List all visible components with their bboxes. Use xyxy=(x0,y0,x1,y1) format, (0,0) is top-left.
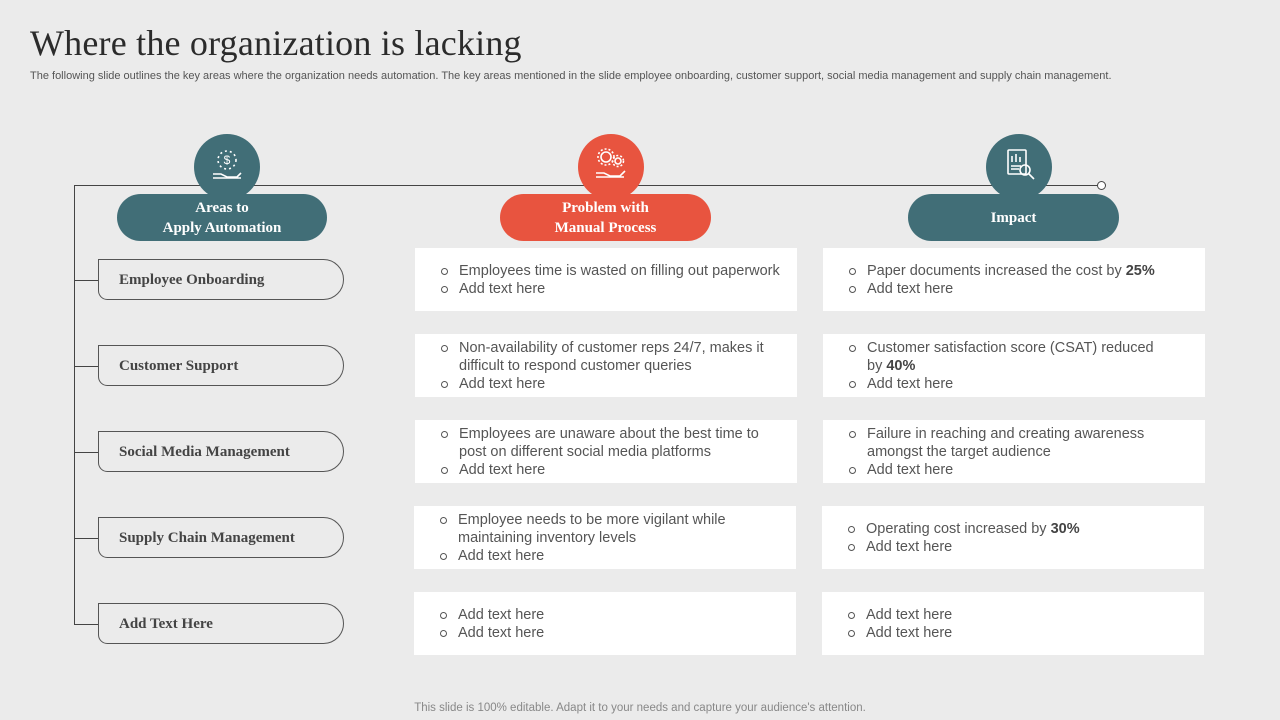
page-subtitle: The following slide outlines the key areas where the organization needs automation. The key areas mentioned in the slide employee onboarding, customer support, social media management and supply chain management. xyxy=(30,70,1112,82)
bullet-text: Add text here xyxy=(867,461,954,478)
impact-bullet xyxy=(867,262,1205,280)
bullet-text: Employees time is wasted on filling out paperwork xyxy=(459,262,780,279)
problem-card xyxy=(415,334,797,397)
tree-branch xyxy=(74,280,98,281)
header-impact: Impact xyxy=(908,194,1119,241)
connector-end-dot xyxy=(1097,181,1106,190)
area-label-text: Add Text Here xyxy=(119,616,213,632)
problem-card xyxy=(414,592,796,655)
problem-card xyxy=(415,420,797,483)
area-label xyxy=(98,431,344,472)
problem-bullet xyxy=(459,280,797,298)
impact-bullet xyxy=(866,624,1204,642)
bullet-text: Operating cost increased by xyxy=(866,520,1051,537)
bullet-text: Add text here xyxy=(458,547,545,564)
bullet-text: Add text here xyxy=(867,280,954,297)
bullet-text: Add text here xyxy=(459,375,546,392)
area-label xyxy=(98,345,344,386)
impact-card xyxy=(823,248,1205,311)
problem-bullet xyxy=(458,547,796,565)
area-label-text: Employee Onboarding xyxy=(119,272,265,288)
bullet-text: Paper documents increased the cost by xyxy=(867,262,1126,279)
area-label xyxy=(98,259,344,300)
bullet-text: Customer satisfaction score (CSAT) reduced by xyxy=(867,339,1154,374)
impact-card xyxy=(823,334,1205,397)
problem-bullet xyxy=(459,262,797,280)
impact-bullet xyxy=(867,425,1167,461)
header-icon-problem xyxy=(578,134,644,200)
bullet-text: Non-availability of customer reps 24/7, makes it difficult to respond customer queries xyxy=(459,339,764,374)
svg-text:$: $ xyxy=(223,153,231,167)
bullet-text: Add text here xyxy=(459,461,546,478)
tree-branch xyxy=(74,624,98,625)
problem-card xyxy=(415,248,797,311)
problem-bullet xyxy=(459,375,797,393)
impact-bullet xyxy=(867,461,1205,479)
impact-card xyxy=(822,506,1204,569)
report-magnifier-icon xyxy=(999,144,1039,184)
gears-hand-icon xyxy=(591,144,631,184)
area-label-text: Supply Chain Management xyxy=(119,530,295,546)
impact-bullet xyxy=(866,606,1204,624)
tree-branch xyxy=(74,452,98,453)
problem-bullet xyxy=(458,606,796,624)
impact-bullet xyxy=(867,280,1205,298)
problem-bullet xyxy=(459,425,759,461)
bullet-text: Add text here xyxy=(866,624,953,641)
bullet-text: Add text here xyxy=(867,375,954,392)
header-areas: Areas to Apply Automation xyxy=(117,194,327,241)
area-label-text: Social Media Management xyxy=(119,444,290,460)
area-label xyxy=(98,603,344,644)
tree-branch xyxy=(74,366,98,367)
footer-note: This slide is 100% editable. Adapt it to your needs and capture your audience's attention. xyxy=(414,702,866,714)
bullet-text: Add text here xyxy=(458,606,545,623)
header-problem: Problem with Manual Process xyxy=(500,194,711,241)
bullet-highlight: 40% xyxy=(886,357,916,374)
problem-card xyxy=(414,506,796,569)
tree-vertical-line xyxy=(74,185,75,625)
problem-bullet xyxy=(459,461,797,479)
header-icon-areas xyxy=(194,134,260,200)
bullet-highlight: 25% xyxy=(1125,262,1155,279)
page-title: Where the organization is lacking xyxy=(30,23,522,63)
bullet-text: Add text here xyxy=(866,538,953,555)
bullet-text: Add text here xyxy=(458,624,545,641)
bullet-highlight: 30% xyxy=(1050,520,1080,537)
bullet-text: Employee needs to be more vigilant while maintaining inventory levels xyxy=(458,511,726,546)
area-label-text: Customer Support xyxy=(119,358,239,374)
problem-bullet xyxy=(458,511,758,547)
impact-bullet xyxy=(866,520,1204,538)
impact-bullet xyxy=(867,339,1167,375)
impact-card xyxy=(822,592,1204,655)
bullet-text: Failure in reaching and creating awareness amongst the target audience xyxy=(867,425,1145,460)
area-label xyxy=(98,517,344,558)
bullet-text: Add text here xyxy=(459,280,546,297)
bullet-text: Employees are unaware about the best time to post on different social media platforms xyxy=(459,425,759,460)
money-hand-icon xyxy=(207,144,247,184)
problem-bullet xyxy=(459,339,779,375)
impact-bullet xyxy=(867,375,1205,393)
header-icon-impact xyxy=(986,134,1052,200)
tree-branch xyxy=(74,538,98,539)
impact-card xyxy=(823,420,1205,483)
problem-bullet xyxy=(458,624,796,642)
impact-bullet xyxy=(866,538,1204,556)
bullet-text: Add text here xyxy=(866,606,953,623)
